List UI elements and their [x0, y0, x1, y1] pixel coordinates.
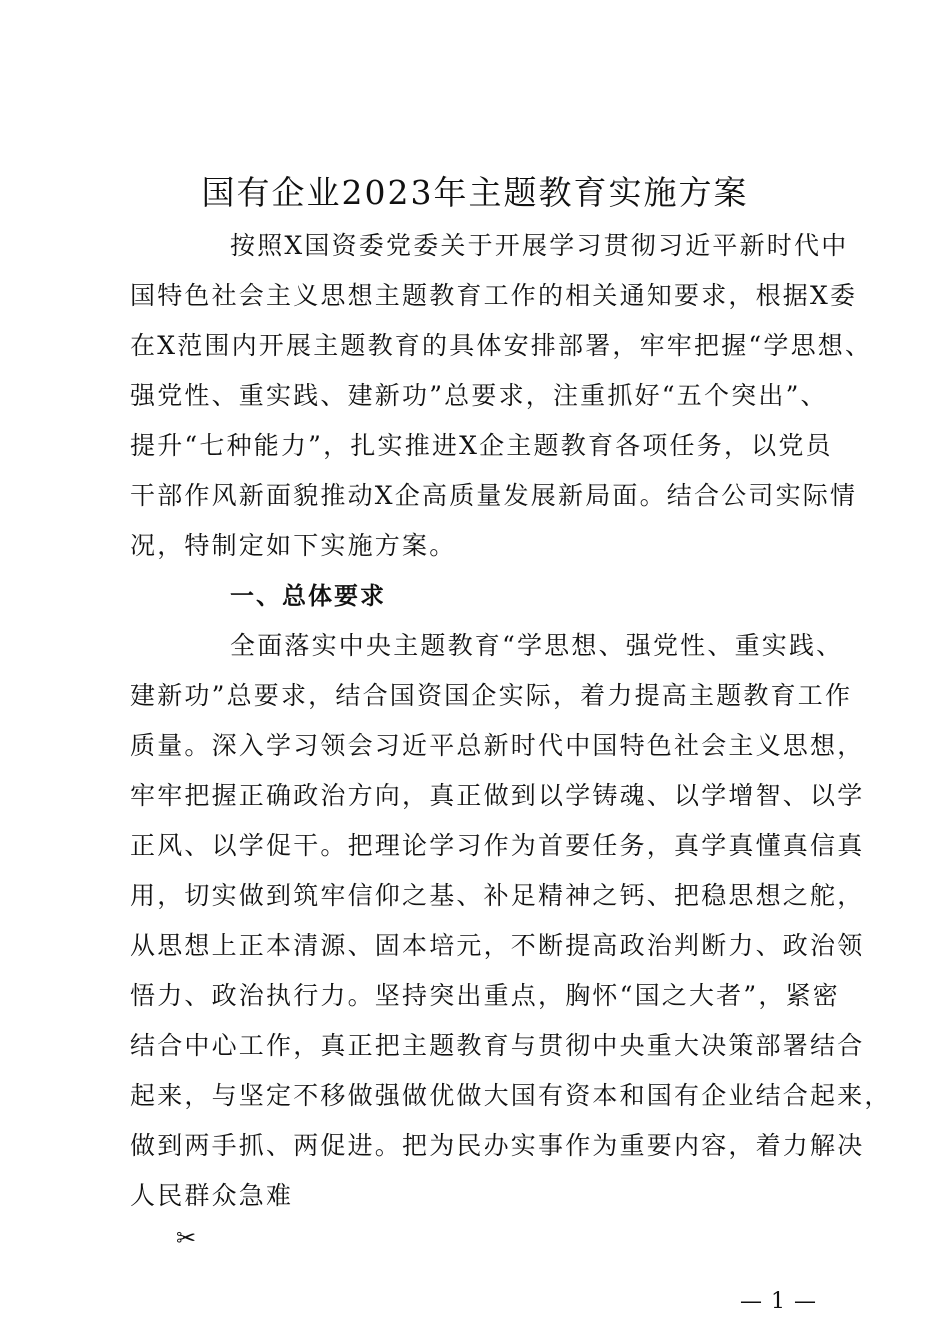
body-line: 建新功”总要求，结合国资国企实际，着力提高主题教育工作 — [130, 681, 853, 710]
intro-line: 况，特制定如下实施方案。 — [130, 531, 457, 560]
page-number: — 1 — — [740, 1289, 817, 1314]
body-line: 从思想上正本清源、固本培元，不断提高政治判断力、政治领 — [130, 931, 865, 960]
body-line: 起来，与坚定不移做强做优做大国有资本和国有企业结合起来， — [130, 1081, 892, 1110]
intro-line: 提升“七种能力”，扎实推进X企主题教育各项任务，以党员 — [130, 431, 833, 460]
body-line: 用，切实做到筑牢信仰之基、补足精神之钙、把稳思想之舵， — [130, 881, 865, 910]
intro-line: 按照X国资委党委关于开展学习贯彻习近平新时代中 — [230, 231, 849, 260]
body-line: 牢牢把握正确政治方向，真正做到以学铸魂、以学增智、以学 — [130, 781, 865, 810]
intro-line: 在X范围内开展主题教育的具体安排部署，牢牢把握“学思想、 — [130, 331, 873, 360]
body-line: 结合中心工作，真正把主题教育与贯彻中央重大决策部署结合 — [130, 1031, 865, 1060]
body-line: 全面落实中央主题教育“学思想、强党性、重实践、 — [230, 631, 844, 660]
intro-line: 国特色社会主义思想主题教育工作的相关通知要求，根据X委 — [130, 281, 858, 310]
body-line: 正风、以学促干。把理论学习作为首要任务，真学真懂真信真 — [130, 831, 865, 860]
document-title: 国有企业2023年主题教育实施方案 — [201, 173, 749, 212]
body-line: 质量。深入学习领会习近平总新时代中国特色社会主义思想， — [130, 731, 865, 760]
intro-line: 强党性、重实践、建新功”总要求，注重抓好“五个突出”、 — [130, 381, 828, 410]
section-heading: 一、总体要求 — [230, 582, 386, 610]
body-line: 做到两手抓、两促进。把为民办实事作为重要内容，着力解决 — [130, 1131, 865, 1160]
scissors-icon: ✂ — [176, 1224, 197, 1252]
body-line: 悟力、政治执行力。坚持突出重点，胸怀“国之大者”，紧密 — [130, 981, 840, 1010]
intro-line: 干部作风新面貌推动X企高质量发展新局面。结合公司实际情 — [130, 481, 858, 510]
body-line: 人民群众急难 — [130, 1181, 294, 1210]
